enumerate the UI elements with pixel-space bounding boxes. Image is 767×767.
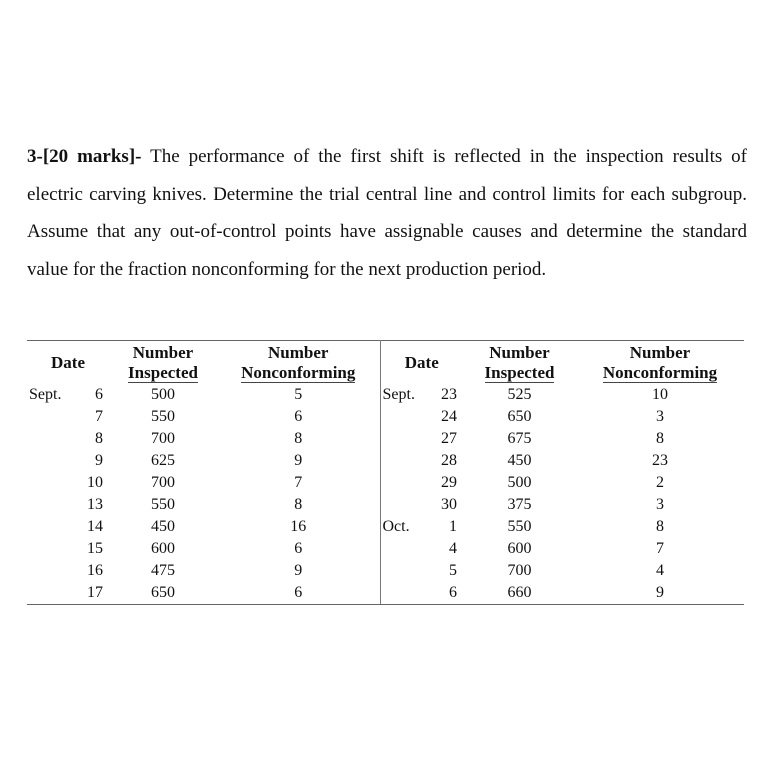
cell-left-inspected: 550 — [151, 408, 175, 426]
cell-left-nonconforming: 8 — [294, 496, 303, 514]
cell-right-inspected: 500 — [507, 474, 532, 492]
cell-left-inspected: 625 — [151, 452, 175, 470]
cell-right-inspected: 650 — [507, 408, 532, 426]
cell-left-nonconforming: 6 — [294, 540, 303, 558]
cell-right-day: 23 — [441, 386, 457, 404]
cell-right-inspected: 450 — [507, 452, 532, 470]
cell-left-nonconforming: 7 — [294, 474, 303, 492]
cell-left-inspected: 650 — [109, 582, 217, 605]
header-date-right: Date — [380, 341, 463, 385]
cell-right-month — [380, 428, 433, 450]
table-row — [27, 538, 744, 560]
cell-left-day: 15 — [87, 540, 103, 558]
table-row — [27, 494, 744, 516]
cell-right-day: 27 — [441, 430, 457, 448]
table-row — [27, 516, 744, 538]
question-label: 3-[20 marks]- — [27, 146, 142, 167]
cell-left-inspected: 600 — [151, 540, 175, 558]
table-row — [27, 384, 744, 406]
cell-right-month — [380, 560, 433, 582]
cell-right-inspected: 675 — [507, 430, 532, 448]
cell-right-nonconforming: 4 — [656, 562, 664, 580]
header-nonconforming-right: Number Nonconforming — [602, 343, 718, 382]
header-inspected-right: Number Inspected — [484, 343, 555, 382]
cell-left-inspected: 700 — [151, 430, 175, 448]
header-inspected-left: Number Inspected — [128, 343, 198, 382]
cell-left-month — [27, 516, 77, 538]
cell-left-nonconforming: 6 — [294, 408, 303, 426]
table-row — [27, 582, 744, 605]
cell-right-day: 24 — [441, 408, 457, 426]
table-row — [27, 428, 744, 450]
cell-right-month — [380, 538, 433, 560]
cell-left-inspected: 475 — [151, 562, 175, 580]
cell-right-nonconforming: 2 — [656, 474, 664, 492]
cell-right-nonconforming: 8 — [656, 518, 664, 536]
cell-left-nonconforming: 6 — [217, 582, 380, 605]
cell-right-day: 4 — [449, 540, 457, 558]
cell-right-month — [380, 450, 433, 472]
question-text — [27, 138, 747, 288]
cell-left-day: 7 — [95, 408, 103, 426]
cell-right-nonconforming: 3 — [656, 496, 664, 514]
cell-left-month — [27, 494, 77, 516]
cell-left-month — [27, 472, 77, 494]
cell-left-nonconforming: 5 — [294, 386, 303, 404]
cell-right-month: Oct. — [380, 516, 433, 538]
cell-left-inspected: 550 — [151, 496, 175, 514]
cell-left-month — [27, 560, 77, 582]
table-row — [27, 560, 744, 582]
table-row — [27, 450, 744, 472]
cell-left-inspected: 450 — [151, 518, 175, 536]
table-row — [27, 406, 744, 428]
cell-left-inspected: 700 — [151, 474, 175, 492]
table-row — [27, 472, 744, 494]
cell-left-month — [27, 582, 77, 605]
cell-left-day: 10 — [87, 474, 103, 492]
cell-right-day: 28 — [441, 452, 457, 470]
cell-right-month — [380, 582, 433, 605]
cell-right-inspected: 600 — [507, 540, 532, 558]
cell-right-nonconforming: 10 — [652, 386, 668, 404]
cell-right-inspected: 700 — [507, 562, 532, 580]
cell-left-nonconforming: 9 — [294, 452, 303, 470]
cell-right-day: 1 — [449, 518, 457, 536]
cell-left-day: 13 — [87, 496, 103, 514]
cell-right-inspected: 660 — [463, 582, 576, 605]
cell-left-month — [27, 450, 77, 472]
cell-right-nonconforming: 23 — [652, 452, 668, 470]
cell-right-nonconforming: 9 — [576, 582, 744, 605]
cell-left-month — [27, 428, 77, 450]
cell-left-day: 17 — [77, 582, 109, 605]
cell-left-nonconforming: 9 — [294, 562, 303, 580]
cell-right-month: Sept. — [380, 384, 433, 406]
cell-right-month — [380, 472, 433, 494]
cell-right-nonconforming: 7 — [656, 540, 664, 558]
cell-left-month — [27, 406, 77, 428]
cell-left-day: 14 — [87, 518, 103, 536]
cell-right-nonconforming: 3 — [656, 408, 664, 426]
header-nonconforming-left: Number Nonconforming — [241, 343, 356, 382]
cell-right-day: 30 — [441, 496, 457, 514]
cell-left-month: Sept. — [29, 386, 62, 404]
cell-left-day: 8 — [95, 430, 103, 448]
cell-right-day: 6 — [433, 582, 463, 605]
cell-left-day: 9 — [95, 452, 103, 470]
table-header-row — [27, 341, 744, 385]
inspection-table — [27, 340, 744, 605]
question-body: The performance of the first shift is reflected in the inspection results of electric carving knives. Determine the trial central line and control limits for each subgroup. Assume that any out-of-control points have assignable causes and determine the standard value for the fraction nonconforming for the next production period. — [27, 146, 748, 280]
cell-left-nonconforming: 8 — [294, 430, 303, 448]
cell-left-month — [27, 538, 77, 560]
cell-right-day: 29 — [441, 474, 457, 492]
header-date-left: Date — [51, 353, 85, 372]
cell-right-inspected: 375 — [507, 496, 532, 514]
cell-right-month — [380, 406, 433, 428]
cell-left-nonconforming: 16 — [290, 518, 307, 536]
cell-right-inspected: 525 — [507, 386, 532, 404]
cell-right-month — [380, 494, 433, 516]
cell-left-day: 6 — [95, 386, 103, 404]
cell-left-inspected: 500 — [151, 386, 175, 404]
cell-right-nonconforming: 8 — [656, 430, 664, 448]
cell-left-day: 16 — [87, 562, 103, 580]
cell-right-day: 5 — [449, 562, 457, 580]
cell-right-inspected: 550 — [507, 518, 532, 536]
